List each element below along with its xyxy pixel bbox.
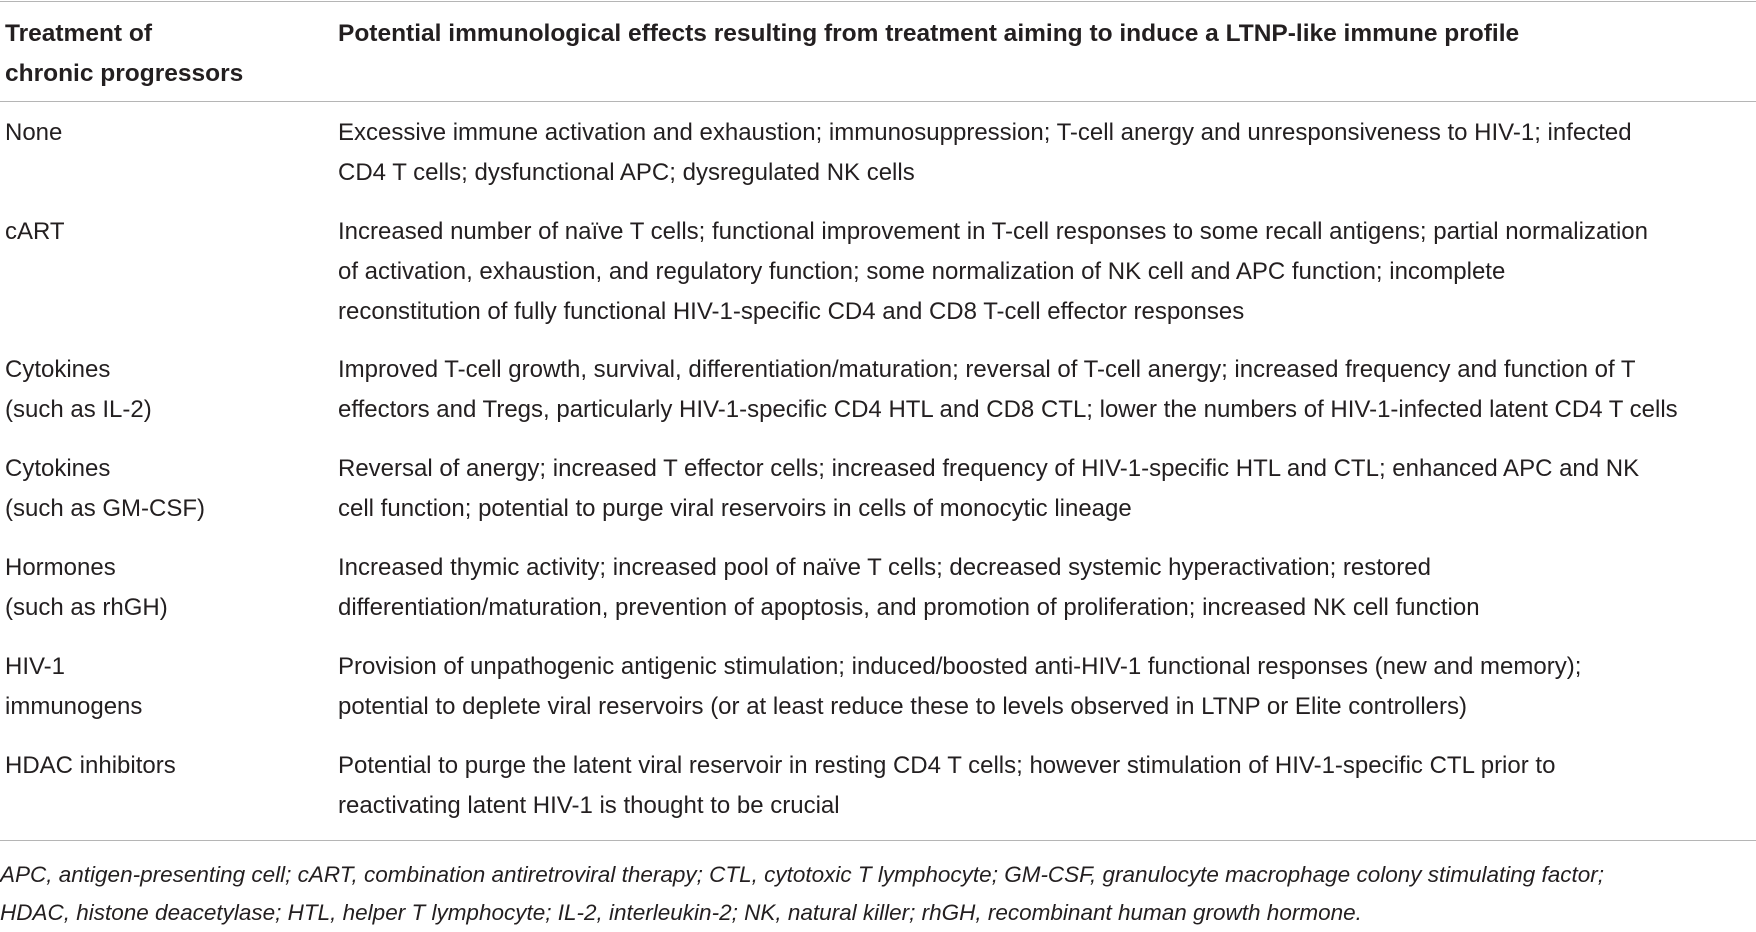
treatment-cell <box>5 212 325 252</box>
treatment-line: HDAC inhibitors <box>5 752 176 779</box>
effects-line: Excessive immune activation and exhaustion; immunosuppression; T-cell anergy and unresponsiveness to HIV-1; infected <box>338 119 1632 146</box>
effects-line: potential to deplete viral reservoirs (or at least reduce these to levels observed in LTNP or Elite controllers) <box>338 693 1467 720</box>
treatment-cell <box>5 647 325 727</box>
effects-cell <box>338 548 1756 628</box>
effects-line: Provision of unpathogenic antigenic stimulation; induced/boosted anti-HIV-1 functional responses (new and memory); <box>338 653 1582 680</box>
treatment-line: cART <box>5 218 65 245</box>
effects-line: Reversal of anergy; increased T effector cells; increased frequency of HIV-1-specific HTL and CTL; enhanced APC and NK <box>338 455 1640 482</box>
effects-line: Potential to purge the latent viral reservoir in resting CD4 T cells; however stimulation of HIV-1-specific CTL prior to <box>338 752 1556 779</box>
column-header-effects: Potential immunological effects resulting from treatment aiming to induce a LTNP-like immune profile <box>338 20 1520 47</box>
table-bottom-rule <box>0 840 1756 841</box>
treatment-line: Cytokines <box>5 455 111 482</box>
effects-cell <box>338 212 1756 332</box>
effects-cell <box>338 746 1756 826</box>
effects-line: Increased thymic activity; increased pool of naïve T cells; decreased systemic hyperactivation; restored <box>338 554 1431 581</box>
treatment-line: immunogens <box>5 693 143 720</box>
effects-line: reconstitution of fully functional HIV-1-specific CD4 and CD8 T-cell effector responses <box>338 298 1245 325</box>
effects-line: cell function; potential to purge viral reservoirs in cells of monocytic lineage <box>338 495 1132 522</box>
effects-line: reactivating latent HIV-1 is thought to be crucial <box>338 792 840 819</box>
effects-line: differentiation/maturation, prevention of apoptosis, and promotion of proliferation; increased NK cell function <box>338 594 1480 621</box>
column-header-treatment-line: chronic progressors <box>5 60 244 87</box>
treatment-line: Hormones <box>5 554 116 581</box>
effects-cell <box>338 350 1756 430</box>
treatment-line: (such as GM-CSF) <box>5 495 206 522</box>
treatment-line: None <box>5 119 63 146</box>
effects-line: effectors and Tregs, particularly HIV-1-specific CD4 HTL and CD8 CTL; lower the numbers of HIV-1-infected latent CD4 T cells <box>338 396 1678 423</box>
treatment-cell <box>5 746 325 786</box>
column-header-treatment <box>5 14 325 94</box>
effects-cell <box>338 647 1756 727</box>
treatment-cell <box>5 113 325 153</box>
table-top-rule <box>0 1 1756 2</box>
table-header-rule <box>0 101 1756 102</box>
treatment-cell <box>5 350 325 430</box>
treatment-line: (such as IL-2) <box>5 396 152 423</box>
effects-cell <box>338 113 1756 193</box>
effects-cell <box>338 449 1756 529</box>
treatment-cell <box>5 548 325 628</box>
effects-line: Increased number of naïve T cells; functional improvement in T-cell responses to some recall antigens; partial normalization <box>338 218 1648 245</box>
effects-line: Improved T-cell growth, survival, differentiation/maturation; reversal of T-cell anergy; increased frequency and function of T <box>338 356 1636 383</box>
treatment-line: HIV-1 <box>5 653 66 680</box>
treatment-line: (such as rhGH) <box>5 594 168 621</box>
effects-line: CD4 T cells; dysfunctional APC; dysregulated NK cells <box>338 159 915 186</box>
footnote-line: APC, antigen-presenting cell; cART, combination antiretroviral therapy; CTL, cytotoxic T lymphocyte; GM-CSF, granulocyte macrophage colony stimulating factor; <box>0 862 1605 887</box>
treatment-line: Cytokines <box>5 356 111 383</box>
effects-line: of activation, exhaustion, and regulatory function; some normalization of NK cell and APC function; incomplete <box>338 258 1506 285</box>
column-header-treatment-line: Treatment of <box>5 20 153 47</box>
treatment-cell <box>5 449 325 529</box>
footnote-line: HDAC, histone deacetylase; HTL, helper T lymphocyte; IL-2, interleukin-2; NK, natural killer; rhGH, recombinant human growth hormone. <box>0 900 1362 925</box>
table-footnote <box>0 856 1756 932</box>
